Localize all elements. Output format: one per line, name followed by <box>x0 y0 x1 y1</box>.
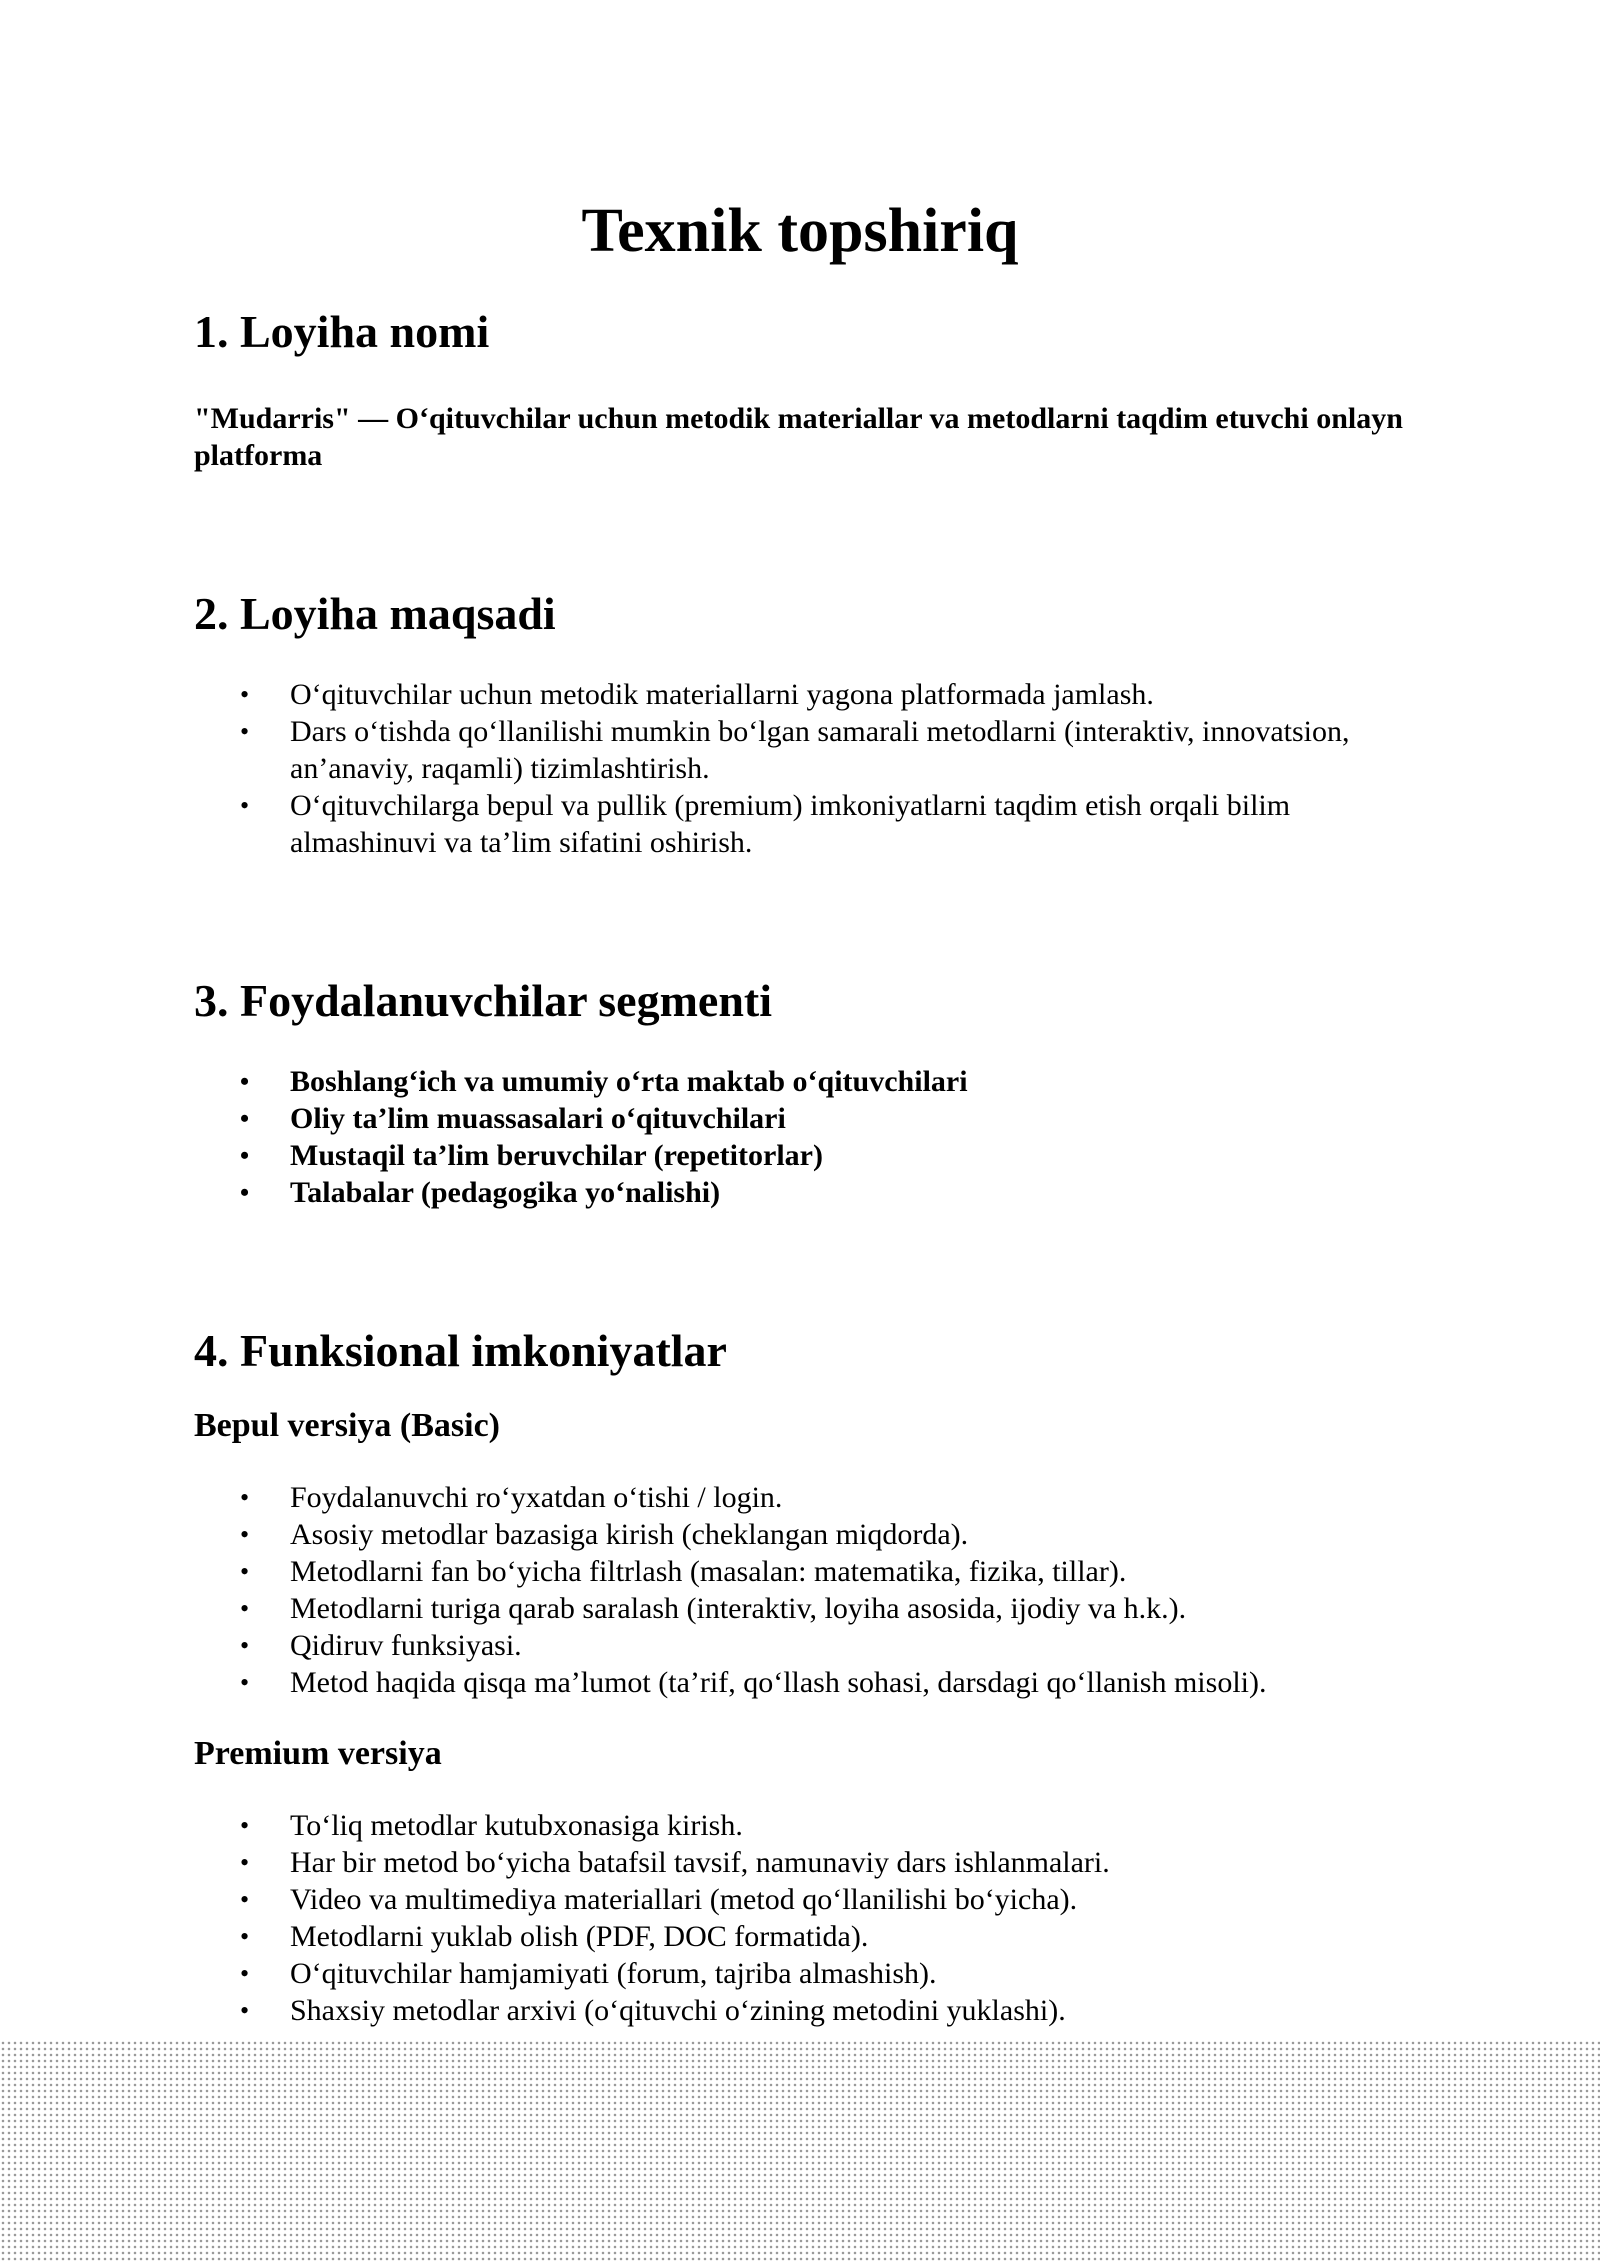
list-item-text: Boshlang‘ich va umumiy o‘rta maktab o‘qituvchilari <box>290 1065 968 1098</box>
list-item-text: Oliy ta’lim muassasalari o‘qituvchilari <box>290 1102 786 1135</box>
list-item <box>194 1992 1424 2029</box>
list-item <box>194 787 1424 861</box>
bullet-icon: • <box>240 1483 250 1512</box>
bullet-icon: • <box>240 1848 250 1877</box>
bullet-icon: • <box>240 1996 250 2025</box>
list-item <box>194 1137 1424 1174</box>
list-item-text: Video va multimediya materiallari (metod qo‘llanilishi bo‘yicha). <box>290 1883 1078 1916</box>
list-item-text: Qidiruv funksiyasi. <box>290 1629 522 1662</box>
bullet-icon: • <box>240 1811 250 1840</box>
bullet-icon: • <box>240 1959 250 1988</box>
list-item-text: Metod haqida qisqa ma’lumot (ta’rif, qo‘llash sohasi, darsdagi qo‘llanish misoli). <box>290 1666 1267 1699</box>
bullet-icon: • <box>240 1885 250 1914</box>
list-item <box>194 1100 1424 1137</box>
premium-version-heading: Premium versiya <box>194 1735 442 1772</box>
basic-features-list <box>194 1479 1424 1701</box>
basic-version-heading: Bepul versiya (Basic) <box>194 1407 500 1444</box>
list-item-text: Dars o‘tishda qo‘llanilishi mumkin bo‘lgan samarali metodlarni (interaktiv, innovatsion, an’anaviy, raqamli) tizimlashtirish. <box>290 715 1350 785</box>
list-item-text: Asosiy metodlar bazasiga kirish (cheklangan miqdorda). <box>290 1518 969 1551</box>
document-title: Texnik topshiriq <box>581 197 1019 265</box>
list-item <box>194 676 1424 713</box>
list-item <box>194 1918 1424 1955</box>
user-segments-list <box>194 1063 1424 1211</box>
bullet-icon: • <box>240 717 250 746</box>
list-item <box>194 1174 1424 1211</box>
list-item <box>194 1807 1424 1844</box>
bullet-icon: • <box>240 791 250 820</box>
bullet-icon: • <box>240 1594 250 1623</box>
list-item <box>194 1590 1424 1627</box>
list-item-text: O‘qituvchilarga bepul va pullik (premium) imkoniyatlarni taqdim etish orqali bilim almashinuvi va ta’lim sifatini oshirish. <box>290 789 1291 859</box>
bullet-icon: • <box>240 1067 250 1096</box>
bullet-icon: • <box>240 680 250 709</box>
list-item-text: Metodlarni turiga qarab saralash (interaktiv, loyiha asosida, ijodiy va h.k.). <box>290 1592 1187 1625</box>
list-item-text: Shaxsiy metodlar arxivi (o‘qituvchi o‘zining metodini yuklashi). <box>290 1994 1066 2027</box>
bullet-icon: • <box>240 1922 250 1951</box>
section-1-heading: 1. Loyiha nomi <box>194 306 490 357</box>
list-item-text: Metodlarni yuklab olish (PDF, DOC formatida). <box>290 1920 869 1953</box>
bullet-icon: • <box>240 1104 250 1133</box>
list-item <box>194 1479 1424 1516</box>
list-item <box>194 1553 1424 1590</box>
document-content <box>194 186 1424 2029</box>
list-item <box>194 1664 1424 1701</box>
bullet-icon: • <box>240 1631 250 1660</box>
list-item-text: Har bir metod bo‘yicha batafsil tavsif, namunaviy dars ishlanmalari. <box>290 1846 1110 1879</box>
list-item-text: O‘qituvchilar uchun metodik materiallarni yagona platformada jamlash. <box>290 678 1154 711</box>
list-item-text: Foydalanuvchi ro‘yxatdan o‘tishi / login. <box>290 1481 783 1514</box>
list-item <box>194 1063 1424 1100</box>
section-2-heading: 2. Loyiha maqsadi <box>194 588 556 639</box>
bullet-icon: • <box>240 1141 250 1170</box>
list-item <box>194 1627 1424 1664</box>
list-item-text: Mustaqil ta’lim beruvchilar (repetitorlar) <box>290 1139 823 1172</box>
bullet-icon: • <box>240 1178 250 1207</box>
list-item-text: Metodlarni fan bo‘yicha filtrlash (masalan: matematika, fizika, tillar). <box>290 1555 1127 1588</box>
list-item <box>194 1844 1424 1881</box>
list-item <box>194 1881 1424 1918</box>
section-4-heading: 4. Funksional imkoniyatlar <box>194 1325 727 1376</box>
list-item-text: O‘qituvchilar hamjamiyati (forum, tajriba almashish). <box>290 1957 937 1990</box>
list-item <box>194 1955 1424 1992</box>
bullet-icon: • <box>240 1520 250 1549</box>
bullet-icon: • <box>240 1557 250 1586</box>
list-item-text: To‘liq metodlar kutubxonasiga kirish. <box>290 1809 743 1842</box>
goals-list <box>194 676 1424 861</box>
list-item <box>194 1516 1424 1553</box>
list-item-text: Talabalar (pedagogika yo‘nalishi) <box>290 1176 721 1209</box>
paywall-dotted-overlay <box>0 2040 1600 2262</box>
premium-features-list <box>194 1807 1424 2029</box>
list-item <box>194 713 1424 787</box>
section-3-heading: 3. Foydalanuvchilar segmenti <box>194 975 773 1026</box>
bullet-icon: • <box>240 1668 250 1697</box>
project-name-text: "Mudarris" — O‘qituvchilar uchun metodik materiallar va metodlarni taqdim etuvchi onlayn platforma <box>194 402 1403 472</box>
